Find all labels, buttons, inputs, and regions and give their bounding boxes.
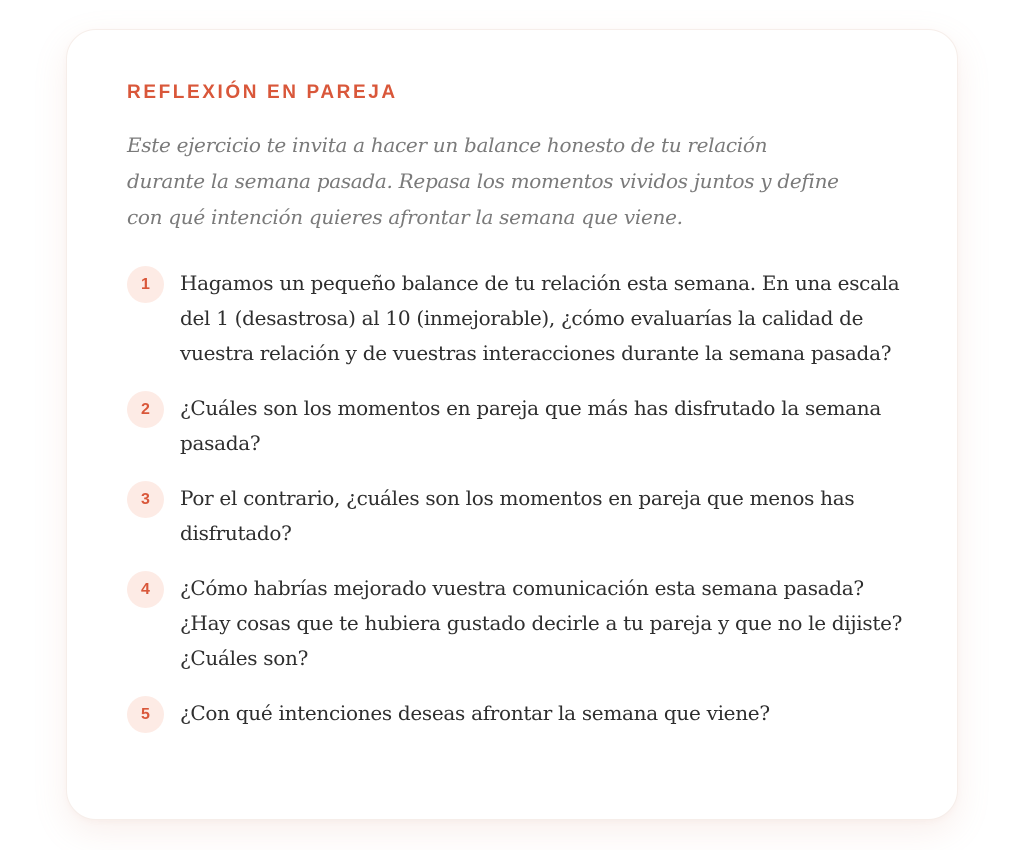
question-text: ¿Cómo habrías mejorado vuestra comunicación esta semana pasada? ¿Hay cosas que te hubiera gustado decirle a tu pareja y que no le dijiste? ¿Cuáles son? (180, 576, 903, 670)
question-text: Por el contrario, ¿cuáles son los momentos en pareja que menos has disfrutado? (180, 486, 855, 545)
question-item-3 (127, 481, 907, 551)
question-text: ¿Cuáles son los momentos en pareja que más has disfrutado la semana pasada? (180, 396, 882, 455)
reflection-card (66, 29, 958, 820)
question-list (127, 266, 907, 731)
question-text: ¿Con qué intenciones deseas afrontar la semana que viene? (180, 701, 770, 725)
question-item-2 (127, 391, 907, 461)
question-text: Hagamos un pequeño balance de tu relación esta semana. En una escala del 1 (desastrosa) al 10 (inmejorable), ¿cómo evaluarías la calidad de vuestra relación y de vuestras interacciones durante la semana pasada? (180, 271, 900, 365)
question-item-5 (127, 696, 907, 731)
question-number-badge: 1 (127, 266, 164, 303)
question-number-badge: 2 (127, 391, 164, 428)
question-item-1 (127, 266, 907, 371)
question-number-badge: 3 (127, 481, 164, 518)
question-item-4 (127, 571, 907, 676)
card-eyebrow-title: REFLEXIÓN EN PAREJA (127, 82, 398, 103)
card-intro: Este ejercicio te invita a hacer un balance honesto de tu relación durante la semana pasada. Repasa los momentos vividos juntos y define con qué intención quieres afrontar la semana que viene. (127, 133, 839, 229)
question-number-badge: 5 (127, 696, 164, 733)
question-number-badge: 4 (127, 571, 164, 608)
